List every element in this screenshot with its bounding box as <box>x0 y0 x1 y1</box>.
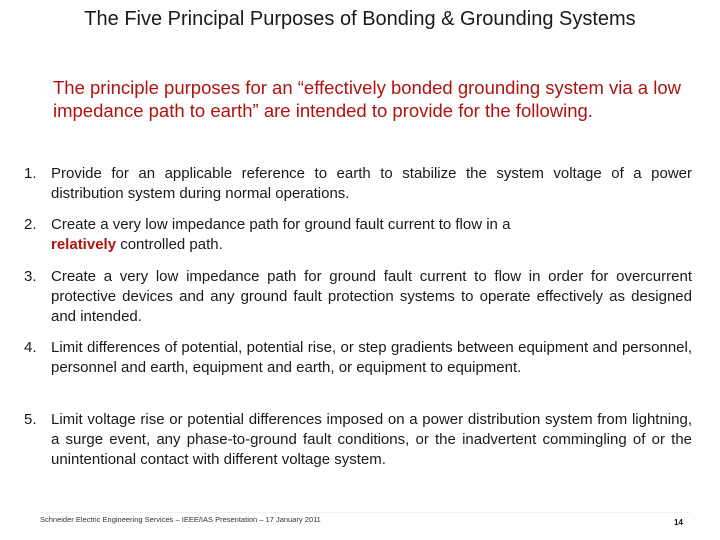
highlighted-word: relatively <box>51 236 117 253</box>
item-number: 2. <box>24 216 37 233</box>
item-text: Create a very low impedance path for ground fault current to flow in order for overcurrent protective devices and any ground fault protection systems to operate effectively as designed and intended. <box>51 268 692 325</box>
item-number: 5. <box>24 411 37 428</box>
page-number: 14 <box>674 518 683 527</box>
item-text-before: Create a very low impedance path for ground fault current to flow in a <box>51 216 511 233</box>
item-number: 4. <box>24 339 37 356</box>
list-item <box>24 215 692 255</box>
item-text-after: controlled path. <box>120 236 223 253</box>
footer-divider <box>40 512 690 513</box>
item-text: Limit differences of potential, potential rise, or step gradients between equipment and personnel, personnel and earth, equipment and earth, or equipment to equipment. <box>51 339 692 376</box>
item-number: 3. <box>24 268 37 285</box>
slide-title: The Five Principal Purposes of Bonding & Grounding Systems <box>84 8 636 30</box>
list-item <box>24 338 692 378</box>
list-item <box>24 267 692 327</box>
item-text: Limit voltage rise or potential differences imposed on a power distribution system from lightning, a surge event, any phase-to-ground fault conditions, or the inadvertent commingling of or the unintentional contact with different voltage system. <box>51 411 692 468</box>
intro-paragraph: The principle purposes for an “effectively bonded grounding system via a low impedance path to earth” are intended to provide for the following. <box>53 77 681 121</box>
item-text: Provide for an applicable reference to earth to stabilize the system voltage of a power distribution system during normal operations. <box>51 165 692 202</box>
list-item <box>24 164 692 204</box>
item-text <box>51 215 692 255</box>
footer-text: Schneider Electric Engineering Services – IEEE/IAS Presentation – 17 January 2011 <box>40 515 321 524</box>
list-item <box>24 410 692 470</box>
item-number: 1. <box>24 165 37 182</box>
